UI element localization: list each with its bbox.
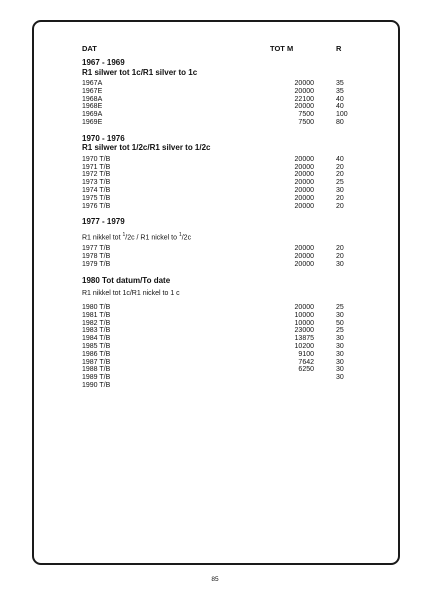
row-r: 25 <box>336 304 344 312</box>
section-note <box>82 231 382 242</box>
header-r: R <box>336 44 342 53</box>
row-date: 1971 T/B <box>82 163 111 171</box>
row-date: 1972 T/B <box>82 171 111 179</box>
table-row <box>82 253 382 261</box>
section-subtitle: R1 silwer tot 1/2c/R1 silver to 1/2c <box>82 143 211 153</box>
row-r: 25 <box>336 179 344 187</box>
table-row <box>82 327 382 335</box>
row-date: 1970 T/B <box>82 155 111 163</box>
row-mintage: 20000 <box>294 179 314 187</box>
row-mintage: 7500 <box>298 111 314 119</box>
row-date: 1978 T/B <box>82 252 111 260</box>
table-row <box>82 203 382 211</box>
row-date: 1974 T/B <box>82 186 111 194</box>
row-mintage: 20000 <box>294 171 314 179</box>
table-row <box>82 164 382 172</box>
row-r: 20 <box>336 171 344 179</box>
table-row <box>82 366 382 374</box>
row-mintage: 9100 <box>298 350 314 358</box>
table-row <box>82 179 382 187</box>
row-mintage: 20000 <box>294 245 314 253</box>
note-sup-a: 1 <box>122 231 126 238</box>
row-mintage: 20000 <box>294 80 314 87</box>
row-r: 20 <box>336 202 344 210</box>
row-r: 25 <box>336 327 344 335</box>
table-row <box>82 304 382 312</box>
table-row <box>82 374 382 382</box>
row-r: 20 <box>336 163 344 171</box>
row-date: 1990 T/B <box>82 382 111 390</box>
proof-sets-table <box>82 44 382 397</box>
section-rows <box>82 156 382 211</box>
table-row <box>82 187 382 195</box>
row-mintage: 20000 <box>294 194 314 202</box>
table-row <box>82 312 382 320</box>
row-mintage: 20000 <box>294 304 314 312</box>
section-title: 1980 Tot datum/To date <box>82 275 171 285</box>
table-row <box>82 103 382 111</box>
table-row <box>82 245 382 253</box>
row-r: 30 <box>336 186 344 194</box>
row-date: 1986 T/B <box>82 350 111 358</box>
row-r: 50 <box>336 319 344 327</box>
row-r: 30 <box>336 335 344 343</box>
table-row <box>82 261 382 269</box>
row-date: 1967E <box>82 87 103 95</box>
row-r: 30 <box>336 311 344 319</box>
table-row <box>82 119 382 127</box>
note-part-b: /2c / R1 nickel to <box>125 234 179 242</box>
table-row <box>82 343 382 351</box>
row-mintage: 20000 <box>294 87 314 95</box>
table-row <box>82 335 382 343</box>
row-mintage: 10200 <box>294 343 314 351</box>
row-mintage: 20000 <box>294 252 314 260</box>
row-r: 35 <box>336 80 344 87</box>
row-r: 40 <box>336 155 344 163</box>
row-date: 1984 T/B <box>82 335 111 343</box>
row-r: 40 <box>336 103 344 111</box>
row-r: 20 <box>336 194 344 202</box>
section-rows <box>82 245 382 268</box>
row-r: 30 <box>336 260 344 268</box>
table-row <box>82 88 382 96</box>
row-mintage: 20000 <box>294 155 314 163</box>
table-row <box>82 195 382 203</box>
table-row <box>82 96 382 104</box>
table-row <box>82 320 382 328</box>
row-date: 1982 T/B <box>82 319 111 327</box>
row-mintage: 22100 <box>294 95 314 103</box>
section-note: R1 nikkel tot 1c/R1 nickel to 1 c <box>82 290 180 298</box>
table-header <box>82 44 382 58</box>
section-rows <box>82 304 382 390</box>
section-1980-to-date <box>82 276 382 390</box>
row-date: 1980 T/B <box>82 304 111 312</box>
row-mintage: 13875 <box>294 335 314 343</box>
header-date: DAT <box>82 44 97 53</box>
row-date: 1969A <box>82 111 103 119</box>
row-r: 20 <box>336 252 344 260</box>
section-subtitle: R1 silwer tot 1c/R1 silver to 1c <box>82 67 198 77</box>
section-1977-1979 <box>82 217 382 268</box>
row-date: 1989 T/B <box>82 374 111 382</box>
row-date: 1975 T/B <box>82 194 111 202</box>
row-mintage: 7642 <box>298 358 314 366</box>
table-row <box>82 156 382 164</box>
note-sup-b: 1 <box>178 231 182 238</box>
page-number: 85 <box>211 576 219 583</box>
section-title: 1977 - 1979 <box>82 217 125 227</box>
row-r: 30 <box>336 374 344 382</box>
table-row <box>82 359 382 367</box>
row-date: 1973 T/B <box>82 179 111 187</box>
row-mintage: 20000 <box>294 260 314 268</box>
row-mintage: 10000 <box>294 311 314 319</box>
row-date: 1968E <box>82 103 103 111</box>
row-r: 30 <box>336 350 344 358</box>
section-title: 1967 - 1969 <box>82 58 125 67</box>
row-date: 1988 T/B <box>82 366 111 374</box>
note-part-c: /2c <box>181 234 192 242</box>
row-mintage: 20000 <box>294 103 314 111</box>
row-date: 1969E <box>82 118 103 126</box>
row-date: 1985 T/B <box>82 343 111 351</box>
row-date: 1976 T/B <box>82 202 111 210</box>
row-date: 1979 T/B <box>82 260 111 268</box>
row-mintage: 20000 <box>294 186 314 194</box>
row-date: 1983 T/B <box>82 327 111 335</box>
row-date: 1967A <box>82 80 103 87</box>
row-r: 30 <box>336 343 344 351</box>
row-r: 40 <box>336 95 344 103</box>
row-mintage: 6250 <box>298 366 314 374</box>
row-date: 1968A <box>82 95 103 103</box>
table-row <box>82 382 382 390</box>
row-mintage: 20000 <box>294 163 314 171</box>
table-row <box>82 80 382 88</box>
row-mintage: 23000 <box>294 327 314 335</box>
row-date: 1977 T/B <box>82 245 111 253</box>
row-r: 35 <box>336 87 344 95</box>
row-r: 100 <box>336 111 348 119</box>
row-r: 20 <box>336 245 344 253</box>
row-mintage: 10000 <box>294 319 314 327</box>
section-rows <box>82 80 382 127</box>
section-1970-1976 <box>82 134 382 211</box>
row-mintage: 7500 <box>298 118 314 126</box>
section-title: 1970 - 1976 <box>82 133 125 143</box>
row-date: 1981 T/B <box>82 311 111 319</box>
header-mintage: TOT M <box>270 44 294 53</box>
table-row <box>82 351 382 359</box>
row-r: 30 <box>336 366 344 374</box>
row-date: 1987 T/B <box>82 358 111 366</box>
row-r: 80 <box>336 118 344 126</box>
table-row <box>82 111 382 119</box>
row-mintage: 20000 <box>294 202 314 210</box>
table-row <box>82 171 382 179</box>
row-r: 30 <box>336 358 344 366</box>
section-1967-1969 <box>82 58 382 127</box>
note-part-a: R1 nikkel tot <box>82 234 123 242</box>
